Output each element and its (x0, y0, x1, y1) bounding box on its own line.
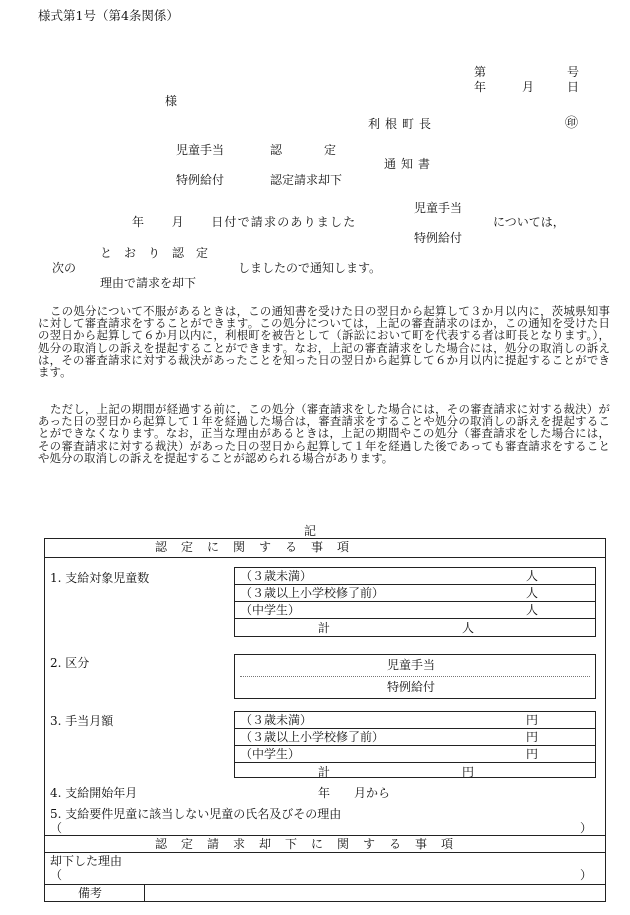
reject-reason-label: 却下した理由 (50, 854, 123, 868)
item2-label: 2. 区分 (50, 656, 90, 670)
section-certify-title: 認 定 に 関 す る 事 項 (155, 540, 351, 554)
reject-paren-open: （ (50, 868, 63, 882)
intro-date-line: 年 月 日付で請求のありました (132, 215, 357, 229)
title-suffix: 通知書 (384, 157, 436, 171)
count-row-preschool: （３歳以上小学校修了前） (240, 586, 385, 600)
intro-option-reject: 理由で請求を却下 (100, 276, 197, 290)
amount-unit-2: 円 (526, 730, 539, 744)
title-type-certify: 認 定 (270, 143, 343, 157)
amount-unit-1: 円 (526, 713, 539, 727)
item5-label: 5. 支給要件児童に該当しない児童の氏名及びその理由 (50, 807, 342, 821)
count-total-unit: 人 (462, 621, 475, 635)
item5-paren-close: ） (580, 821, 593, 835)
reject-paren-close: ） (580, 868, 593, 882)
item3-label: 3. 手当月額 (50, 714, 114, 728)
document-number-prefix: 第 (474, 65, 487, 79)
title-type-reject: 認定請求却下 (270, 173, 343, 187)
form-number-label: 様式第1号（第4条関係） (38, 8, 179, 23)
intro-about: については， (493, 215, 565, 229)
intro-option-certify: と お り 認 定 (100, 246, 209, 260)
count-unit-3: 人 (526, 603, 539, 617)
intro-allowance-2: 特例給付 (414, 231, 463, 245)
notice-paragraph-2: ただし，上記の期間が経過する前に，この処分（審査請求をした場合には，その審査請求に対する裁決）があった日の翌日から起算して１年を経過した場合は，審査請求をすることや処分の取消しの訴えを提起することができなくなります。なお，正当な理由があるときは，上記の期間やこの処分（審査請求をした場合には，その審査請求に対する裁決）があった日の翌日から起算して１年を経過した後であっても審査請求をすることや処分の取消しの訴えを提起することが認められる場合があります。 (38, 402, 610, 465)
date-year: 年 (474, 80, 487, 94)
amount-row-under3: （３歳未満） (240, 713, 313, 727)
date-day: 日 (567, 80, 580, 94)
category-option-special-benefit[interactable]: 特例給付 (387, 680, 436, 694)
count-total-label: 計 (318, 621, 331, 635)
item5-paren-open: （ (50, 821, 63, 835)
intro-next: 次の (52, 261, 77, 275)
amount-total-label: 計 (318, 765, 331, 779)
count-unit-2: 人 (526, 586, 539, 600)
count-unit-1: 人 (526, 569, 539, 583)
date-month: 月 (522, 80, 535, 94)
notice-paragraph-1: この処分について不服があるときは，この通知書を受けた日の翌日から起算して３か月以内に，茨城県知事に対して審査請求をすることができます。この処分については，上記の審査請求のほか，この通知を受けた日の翌日から起算して６か月以内に，利根町を被告として（訴訟において町を代表する者は町長となります。），処分の取消しの訴えを提起することができます。なお，上記の審査請求をした場合には，処分の取消しの訴えは，その審査請求に対する裁決があったことを知った日の翌日から起算して６か月以内に提起することができます。 (38, 304, 610, 380)
count-row-middle: （中学生） (240, 603, 301, 617)
item4-label: 4. 支給開始年月 (50, 786, 138, 800)
ki-label: 記 (304, 524, 317, 538)
amount-total-unit: 円 (462, 765, 475, 779)
seal-mark: ㊞ (565, 116, 579, 131)
category-option-child-allowance[interactable]: 児童手当 (387, 658, 436, 672)
document-number-suffix: 号 (567, 65, 580, 79)
remarks-label: 備考 (78, 886, 103, 900)
title-allowance-1: 児童手当 (176, 143, 225, 157)
intro-notify: しましたので通知します。 (238, 261, 382, 275)
addressee-suffix: 様 (165, 94, 178, 108)
issuer-name: 利根町長 (368, 117, 437, 131)
section-reject-title: 認 定 請 求 却 下 に 関 す る 事 項 (155, 837, 455, 851)
intro-allowance-1: 児童手当 (414, 201, 463, 215)
start-month-value: 年 月から (318, 786, 391, 800)
amount-row-middle: （中学生） (240, 747, 301, 761)
count-row-under3: （３歳未満） (240, 569, 313, 583)
amount-row-preschool: （３歳以上小学校修了前） (240, 730, 385, 744)
amount-unit-3: 円 (526, 747, 539, 761)
item1-label: 1. 支給対象児童数 (50, 571, 150, 585)
title-allowance-2: 特例給付 (176, 173, 225, 187)
